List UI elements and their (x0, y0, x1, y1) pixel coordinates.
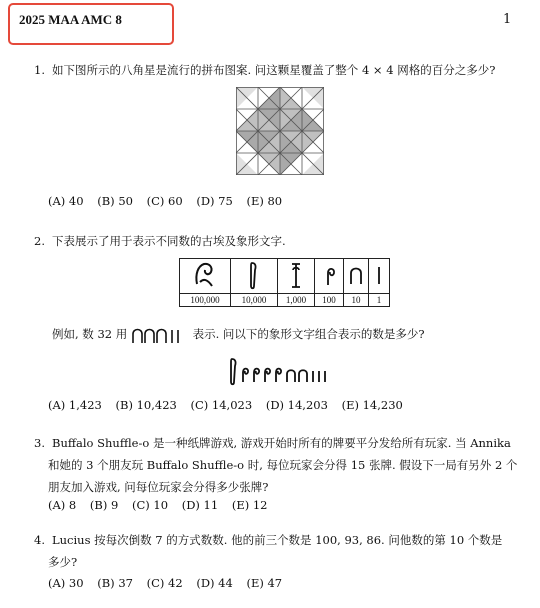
choice-b[interactable]: (B) 37 (97, 576, 133, 590)
question-number: 4. (34, 533, 45, 547)
choice-a[interactable]: (A) 1,423 (48, 398, 102, 412)
stroke-glyph-icon (369, 259, 390, 294)
choice-e[interactable]: (E) 47 (246, 576, 283, 590)
table-value: 10 (344, 294, 369, 307)
question-text: 下表展示了用于表示不同数的古埃及象形文字. (52, 234, 286, 248)
choice-a[interactable]: (A) 40 (48, 194, 84, 208)
question-3 (34, 432, 524, 498)
question-4 (34, 529, 524, 573)
tadpole-glyph-icon (180, 259, 231, 294)
question-text-line: 多少? (48, 555, 78, 569)
question-text-line: 朋友加入游戏, 问每位玩家会分得多少张牌? (48, 480, 269, 494)
page-number: 1 (503, 12, 512, 27)
choice-d[interactable]: (D) 11 (181, 498, 219, 512)
choice-e[interactable]: (E) 14,230 (341, 398, 403, 412)
question-4-choices (48, 576, 292, 590)
lotus-glyph-icon (278, 259, 315, 294)
example-suffix: 表示. 问以下的象形文字组合表示的数是多少? (192, 327, 425, 341)
choice-d[interactable]: (D) 75 (196, 194, 233, 208)
table-value: 1,000 (278, 294, 315, 307)
choice-c[interactable]: (C) 60 (146, 194, 183, 208)
table-value: 100,000 (180, 294, 231, 307)
question-2-choices (48, 398, 413, 412)
question-1-choices (48, 194, 292, 208)
example-32-glyphs-icon (131, 326, 189, 344)
question-text: 如下图所示的八角星是流行的拼布图案. 问这颗星覆盖了整个 4 × 4 网格的百分之多少? (52, 63, 496, 77)
choice-c[interactable]: (C) 42 (146, 576, 183, 590)
choice-e[interactable]: (E) 80 (246, 194, 283, 208)
question-number: 3. (34, 436, 45, 450)
choice-b[interactable]: (B) 9 (89, 498, 119, 512)
table-value: 10,000 (231, 294, 278, 307)
question-text-line: Buffalo Shuffle-o 是一种纸牌游戏, 游戏开始时所有的牌要平分发给所有玩家. 当 Annika (52, 436, 511, 450)
question-number: 1. (34, 63, 45, 77)
question-number: 2. (34, 234, 45, 248)
question-2 (34, 230, 524, 252)
finger-glyph-icon (231, 259, 278, 294)
heel-glyph-icon (344, 259, 369, 294)
question-2-example (52, 323, 522, 345)
choice-a[interactable]: (A) 8 (48, 498, 77, 512)
choice-e[interactable]: (E) 12 (231, 498, 268, 512)
question-text-line: Lucius 按每次倒数 7 的方式数数. 他的前三个数是 100, 93, 86. 问他数的第 10 个数是 (52, 533, 503, 547)
coil-glyph-icon (315, 259, 344, 294)
question-1 (34, 59, 524, 81)
choice-a[interactable]: (A) 30 (48, 576, 84, 590)
choice-d[interactable]: (D) 14,203 (265, 398, 328, 412)
hieroglyph-combination-icon (227, 356, 335, 386)
table-value: 100 (315, 294, 344, 307)
hieroglyph-table (179, 258, 390, 307)
table-value: 1 (369, 294, 390, 307)
choice-d[interactable]: (D) 44 (196, 576, 233, 590)
choice-b[interactable]: (B) 50 (97, 194, 133, 208)
page-title: 2025 MAA AMC 8 (19, 12, 122, 27)
question-3-choices (48, 498, 278, 512)
example-prefix: 例如, 数 32 用 (52, 327, 128, 341)
choice-c[interactable]: (C) 14,023 (190, 398, 253, 412)
choice-c[interactable]: (C) 10 (131, 498, 169, 512)
choice-b[interactable]: (B) 10,423 (115, 398, 177, 412)
eight-point-star-figure (236, 87, 324, 175)
question-text-line: 和她的 3 个朋友玩 Buffalo Shuffle-o 时, 每位玩家会分得 15 张牌. 假设下一局有另外 2 个 (48, 458, 518, 472)
